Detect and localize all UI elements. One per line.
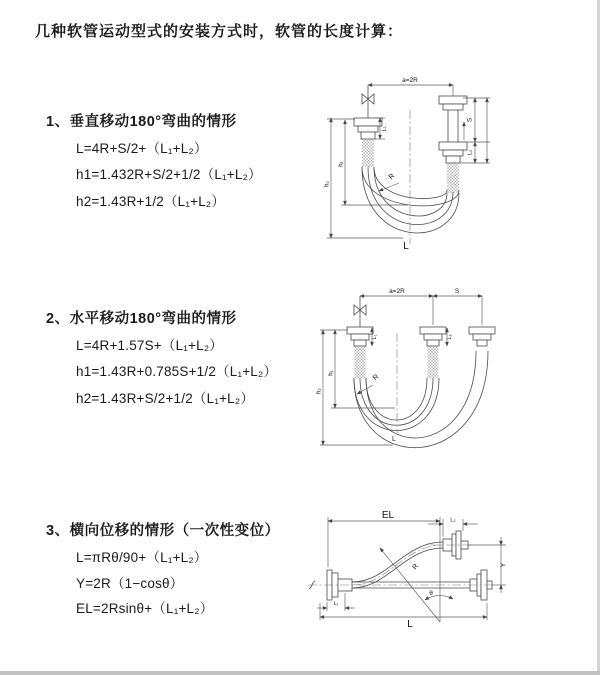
dim-label-l: L (407, 619, 413, 630)
dim-label-s: S (466, 117, 474, 123)
dim-label-l-total: L (403, 241, 409, 252)
dim-label-h1: h₁ (338, 161, 345, 167)
section-1-heading: 1、垂直移动180°弯曲的情形 (46, 114, 237, 130)
dims-right (460, 98, 490, 163)
left-flange (354, 118, 382, 167)
dim-label-l1: L₁ (381, 126, 388, 132)
section-3-formula-y: Y=2R（1−cosθ） (76, 576, 184, 591)
scan-edge-bottom (0, 671, 600, 675)
dim-label-s: S (454, 288, 460, 295)
section-2-heading: 2、水平移动180°弯曲的情形 (46, 311, 237, 327)
dim-a2r (368, 77, 453, 96)
dim-label-r: R (371, 373, 381, 383)
dim-label-y: Y (500, 562, 508, 568)
dim-label-r: R (411, 562, 421, 572)
dim-label-h2: h₂ (316, 388, 323, 394)
right-flange-positions (439, 96, 467, 193)
diagram-vertical-180-bend (313, 72, 600, 260)
section-3-formula-l: L=πRθ/90+（L₁+L₂） (76, 550, 208, 565)
flanges (347, 327, 495, 378)
diagram-horizontal-180-bend (315, 283, 600, 461)
hose-curves (354, 351, 488, 448)
hose-curves (362, 167, 459, 233)
dim-label-l2: L₂ (447, 334, 453, 340)
section-2-formula-h1: h1=1.43R+0.785S+1/2（L₁+L₂） (76, 364, 278, 379)
dim-label-theta: θ (429, 590, 433, 597)
valve-icon (362, 85, 374, 118)
doc-title: 几种软管运动型式的安装方式时，软管的长度计算： (35, 23, 404, 40)
section-2-formula-h2: h2=1.43R+S/2+1/2（L₁+L₂） (76, 391, 255, 406)
dims-top (360, 288, 482, 325)
dim-label-a2r: a=2R (389, 288, 405, 295)
dim-label-l2: L₂ (450, 517, 456, 524)
diagram-lateral-displacement (300, 505, 600, 655)
section-2-formula-l: L=4R+1.57S+（L₁+L₂） (76, 338, 223, 353)
section-3-heading: 3、横向位移的情形（一次性变位） (46, 523, 280, 539)
section-1-formula-h1: h1=1.432R+S/2+1/2（L₁+L₂） (76, 167, 262, 182)
section-3-formula-el: EL=2Rsinθ+（L₁+L₂） (76, 601, 214, 616)
dim-label-l1: L₁ (333, 601, 339, 607)
dim-label-h2: h₂ (324, 181, 331, 187)
dim-label-l2: L₂ (467, 149, 474, 156)
dim-label-l1: L₁ (372, 334, 378, 340)
dim-label-a2r: a=2R (402, 77, 418, 84)
dim-label-h1: h₁ (328, 370, 335, 376)
section-1-formula-h2: h2=1.43R+1/2（L₁+L₂） (76, 194, 226, 209)
section-1-formula-l: L=4R+S/2+（L₁+L₂） (76, 141, 208, 156)
dim-label-el: EL (381, 510, 395, 521)
dim-label-l-total: L (392, 436, 396, 443)
radius-callout (379, 173, 399, 191)
dim-label-r: R (387, 172, 397, 182)
hose-s-curve (352, 542, 443, 588)
valve-icon (354, 296, 366, 327)
